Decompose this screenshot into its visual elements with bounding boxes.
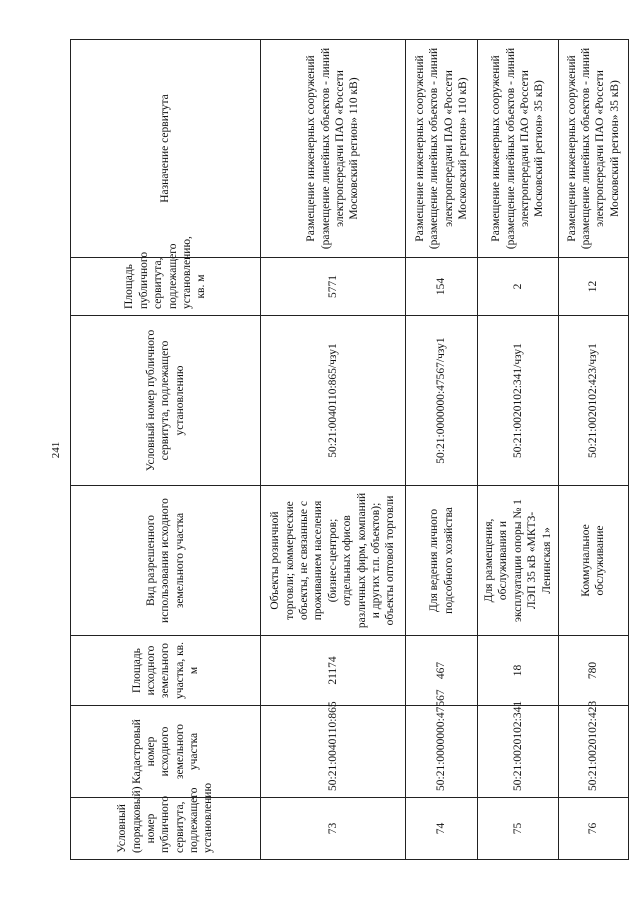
- cell-servitude-area: 2: [478, 258, 559, 316]
- cell-area: 21174: [261, 636, 406, 706]
- table-row: [406, 40, 478, 860]
- cell-cadastral: 50:21:0020102:341: [478, 706, 559, 798]
- header-area: Площадь исходного земельного участка, кв. м: [71, 636, 261, 706]
- cell-num: 74: [406, 798, 478, 860]
- cell-cadastral: 50:21:0000000:47567: [406, 706, 478, 798]
- cell-num: 75: [478, 798, 559, 860]
- header-servitude-num: Условный (порядковый) номер публичного сервитута, подлежащего установлению: [71, 798, 261, 860]
- cell-use: Объекты розничной торговли; коммерческие объекты, не связанные с проживанием населения (бизнес-центров; отдельных офисов различных фирм, компаний и других т.п. объектов); объекты оптовой торговли: [261, 486, 406, 636]
- cell-cadastral: 50:21:0020102:423: [558, 706, 628, 798]
- cell-num: 73: [261, 798, 406, 860]
- cell-cadastral: 50:21:0040110:865: [261, 706, 406, 798]
- servitude-table: [70, 39, 629, 860]
- cell-area: 18: [478, 636, 559, 706]
- cell-use: Коммунальное обслуживание: [558, 486, 628, 636]
- cell-use: Для размещения, обслуживания и эксплуатации опоры № 1 ЛЭП 35 кВ «МКТЗ-Ленинская 1»: [478, 486, 559, 636]
- cell-use: Для ведения личного подсобного хозяйства: [406, 486, 478, 636]
- cell-num: 76: [558, 798, 628, 860]
- cell-purpose: Размещение инженерных сооружений (размещение линейных объектов - линий электропередачи ПАО «Россети Московский регион» 35 кВ): [478, 40, 559, 258]
- header-use: Вид разрешенного использования исходного земельного участка: [71, 486, 261, 636]
- header-servitude-number: Условный номер публичного сервитута, подлежащего установлению: [71, 316, 261, 486]
- cell-purpose: Размещение инженерных сооружений (размещение линейных объектов - линий электропередачи ПАО «Россети Московский регион» 35 кВ): [558, 40, 628, 258]
- table-header-row: [71, 40, 261, 860]
- cell-area: 780: [558, 636, 628, 706]
- header-purpose: Назначение сервитута: [71, 40, 261, 258]
- cell-servitude-area: 154: [406, 258, 478, 316]
- cell-servitude-area: 5771: [261, 258, 406, 316]
- cell-purpose: Размещение инженерных сооружений (размещение линейных объектов - линий электропередачи ПАО «Россети Московский регион» 110 кВ): [406, 40, 478, 258]
- cell-servitude-number: 50:21:0040110:865/чзу1: [261, 316, 406, 486]
- cell-servitude-area: 12: [558, 258, 628, 316]
- header-cadastral: Кадастровый номер исходного земельного участка: [71, 706, 261, 798]
- cell-servitude-number: 50:21:0020102:341/чзу1: [478, 316, 559, 486]
- cell-servitude-number: 50:21:0020102:423/чзу1: [558, 316, 628, 486]
- servitude-table-container: [70, 40, 640, 860]
- table-row: [558, 40, 628, 860]
- table-row: [261, 40, 406, 860]
- cell-area: 467: [406, 636, 478, 706]
- cell-purpose: Размещение инженерных сооружений (размещение линейных объектов - линий электропередачи ПАО «Россети Московский регион» 110 кВ): [261, 40, 406, 258]
- cell-servitude-number: 50:21:0000000:47567/чзу1: [406, 316, 478, 486]
- table-row: [478, 40, 559, 860]
- header-servitude-area: Площадь публичного сервитута, подлежащего установлению, кв. м: [71, 258, 261, 316]
- page-number: 241: [50, 441, 62, 459]
